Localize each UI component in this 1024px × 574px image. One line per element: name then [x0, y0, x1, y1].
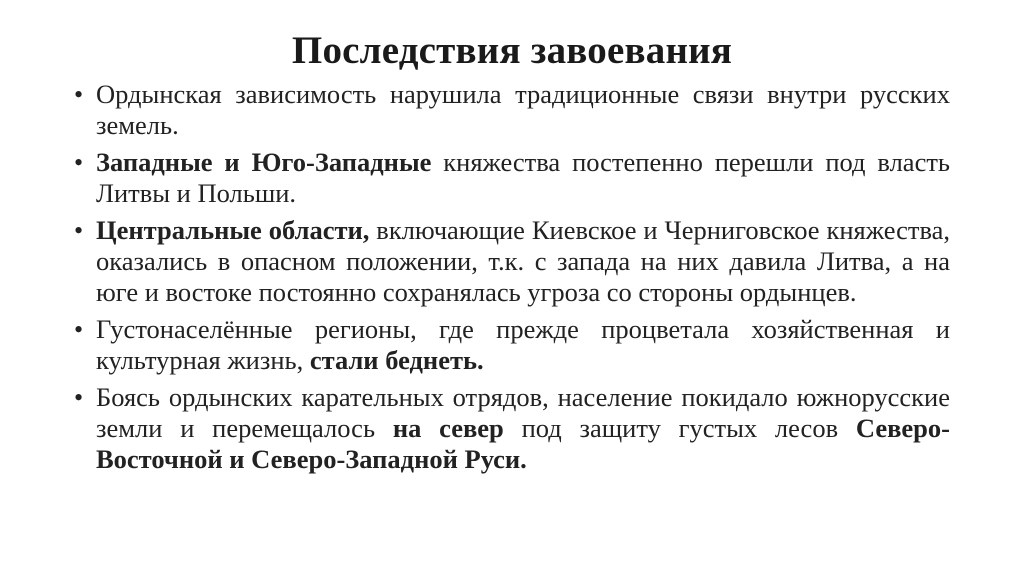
bullet-text: включающие Киевское и Черниговское княжества, оказались в опасном положении, т.к. с запада на них давила Литва, а на юге и востоке постоянно сохранялась угроза со стороны ордынцев.	[96, 215, 951, 307]
slide-title: Последствия завоевания	[291, 29, 733, 72]
bullet-list	[74, 79, 950, 481]
bullet-item	[74, 79, 950, 141]
bullet-item	[74, 147, 950, 209]
bullet-text: Густонаселённые регионы, где прежде процветала хозяйственная и культурная жизнь,	[96, 314, 950, 375]
bullet-marker: •	[74, 383, 84, 412]
bullet-marker: •	[74, 80, 84, 109]
bullet-item	[74, 382, 950, 475]
bullet-marker: •	[74, 315, 84, 344]
bullet-text: Ордынская зависимость нарушила традиционные связи внутри русских земель.	[96, 79, 950, 140]
bullet-text: под защиту густых лесов	[503, 413, 856, 443]
bullet-item	[74, 314, 950, 376]
bullet-bold-text: Западные и Юго-Западные	[96, 147, 432, 177]
bullet-text: Боясь ордынских карательных отрядов, население покидало южнорусские земли и перемещалось	[96, 382, 950, 443]
bullet-marker: •	[74, 148, 84, 177]
bullet-marker: •	[74, 216, 84, 245]
bullet-text: княжества постепенно перешли под власть Литвы и Польши.	[96, 147, 950, 208]
bullet-bold-text: Северо-Восточной и Северо-Западной Руси.	[96, 413, 950, 474]
bullet-bold-text: стали беднеть.	[309, 345, 484, 375]
bullet-bold-text: Центральные области,	[96, 215, 370, 245]
bullet-item	[74, 215, 950, 308]
bullet-bold-text: на север	[392, 413, 504, 443]
